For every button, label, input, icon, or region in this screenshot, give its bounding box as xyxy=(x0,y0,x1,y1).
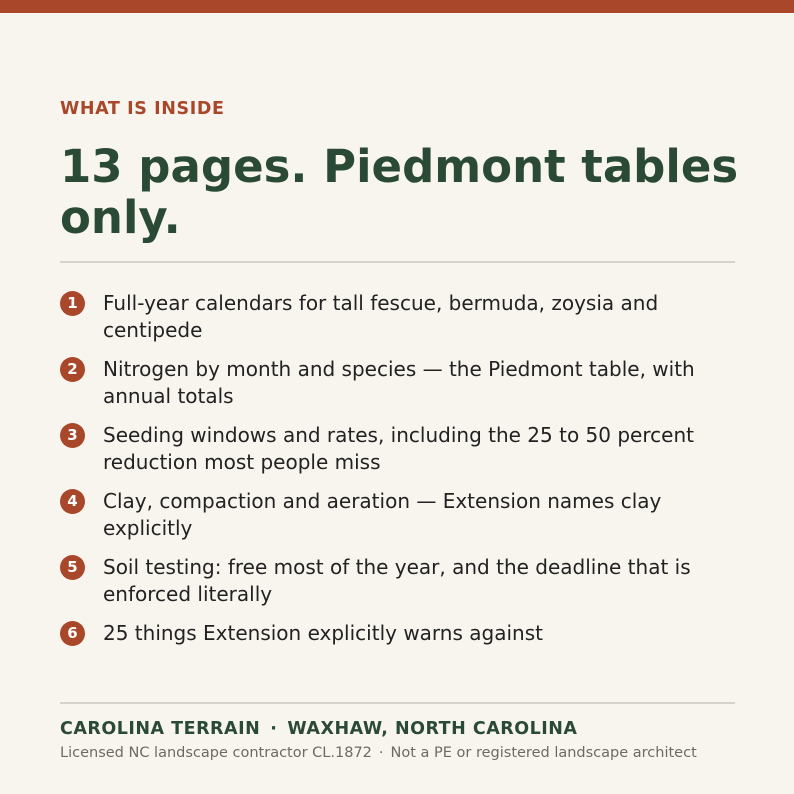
footer-brand-line xyxy=(60,718,577,740)
brand-name: CAROLINA TERRAIN xyxy=(60,719,261,739)
page-headline: 13 pages. Piedmont tables only. xyxy=(60,140,739,244)
top-accent-band xyxy=(0,0,794,13)
list-item xyxy=(60,488,740,542)
list-item xyxy=(60,620,740,647)
number-badge: 1 xyxy=(60,291,85,316)
license-text: Licensed NC landscape contractor CL.1872 xyxy=(60,745,372,761)
top-divider xyxy=(60,261,735,263)
list-item-text: Seeding windows and rates, including the 25 to 50 percent reduction most people miss xyxy=(103,423,694,474)
disclaimer-text: Not a PE or registered landscape architect xyxy=(390,745,697,761)
separator-dot: · xyxy=(378,745,384,761)
brand-location: WAXHAW, NORTH CAROLINA xyxy=(287,719,578,739)
section-eyebrow: WHAT IS INSIDE xyxy=(60,99,225,119)
list-item-text: 25 things Extension explicitly warns against xyxy=(103,621,543,645)
list-item-text: Clay, compaction and aeration — Extension names clay explicitly xyxy=(103,489,662,540)
list-item-text: Soil testing: free most of the year, and the deadline that is enforced literally xyxy=(103,555,691,606)
footer-license-line xyxy=(60,744,697,762)
separator-dot: · xyxy=(270,719,278,739)
number-badge: 6 xyxy=(60,621,85,646)
number-badge: 2 xyxy=(60,357,85,382)
number-badge: 4 xyxy=(60,489,85,514)
list-item-text: Nitrogen by month and species — the Piedmont table, with annual totals xyxy=(103,357,695,408)
list-item xyxy=(60,356,740,410)
list-item xyxy=(60,554,740,608)
list-item xyxy=(60,422,740,476)
list-item xyxy=(60,290,740,344)
contents-list xyxy=(60,290,740,647)
number-badge: 5 xyxy=(60,555,85,580)
list-item-text: Full-year calendars for tall fescue, bermuda, zoysia and centipede xyxy=(103,291,659,342)
number-badge: 3 xyxy=(60,423,85,448)
bottom-divider xyxy=(60,702,735,704)
